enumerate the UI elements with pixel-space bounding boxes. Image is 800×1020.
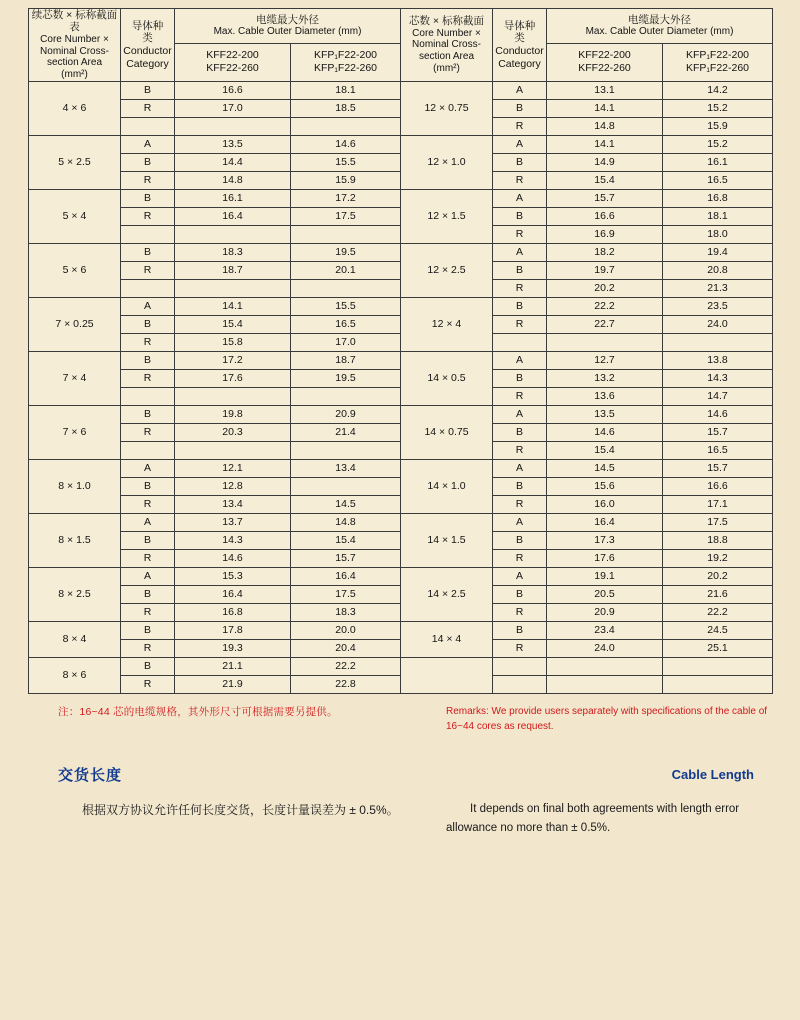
left-kff22-diameter-cell: 17.8 <box>175 621 291 639</box>
left-kff22-diameter-cell: 19.3 <box>175 639 291 657</box>
header-right-group-cn: 电缆最大外径 <box>628 13 691 26</box>
left-kff22-diameter-cell <box>175 225 291 243</box>
header-right-cat-en1: Conductor <box>495 44 544 57</box>
right-size-cell: 12 × 4 <box>401 297 493 351</box>
left-kfp1f22-diameter-cell <box>291 441 401 459</box>
header-left-group-en: Max. Cable Outer Diameter (mm) <box>213 26 362 38</box>
right-kff22-diameter-cell: 17.6 <box>547 549 663 567</box>
right-category-cell: A <box>493 81 547 99</box>
header-right-cat-cn1: 导体种 <box>503 19 536 32</box>
right-category-cell: B <box>493 261 547 279</box>
left-category-cell: R <box>121 333 175 351</box>
header-left-core-en2: Nominal Cross- <box>40 45 109 57</box>
remarks-row <box>28 704 772 738</box>
header-left-conductor-category <box>121 9 175 82</box>
right-kfp1f22-diameter-cell: 25.1 <box>663 639 773 657</box>
left-category-cell: A <box>121 135 175 153</box>
header-row-1 <box>29 9 773 44</box>
right-category-cell: B <box>493 207 547 225</box>
header-left-sub1b: KFF22-260 <box>206 62 259 75</box>
table-header <box>29 9 773 82</box>
right-kff22-diameter-cell: 20.9 <box>547 603 663 621</box>
content-sheet <box>28 8 772 835</box>
left-category-cell: A <box>121 297 175 315</box>
left-category-cell: R <box>121 171 175 189</box>
right-category-cell: R <box>493 387 547 405</box>
header-right-cat-en2: Category <box>498 57 541 70</box>
right-kfp1f22-diameter-cell: 21.6 <box>663 585 773 603</box>
right-category-cell: R <box>493 603 547 621</box>
right-category-cell: R <box>493 495 547 513</box>
left-kff22-diameter-cell: 13.4 <box>175 495 291 513</box>
left-kff22-diameter-cell <box>175 117 291 135</box>
right-kff22-diameter-cell: 22.2 <box>547 297 663 315</box>
right-size-cell: 14 × 4 <box>401 621 493 657</box>
right-category-cell: R <box>493 315 547 333</box>
left-category-cell: B <box>121 243 175 261</box>
right-kfp1f22-diameter-cell: 13.8 <box>663 351 773 369</box>
right-category-cell: A <box>493 135 547 153</box>
right-kfp1f22-diameter-cell: 20.2 <box>663 567 773 585</box>
right-kff22-diameter-cell: 18.2 <box>547 243 663 261</box>
right-size-cell: 12 × 0.75 <box>401 81 493 135</box>
right-category-cell: B <box>493 477 547 495</box>
left-kfp1f22-diameter-cell: 17.5 <box>291 207 401 225</box>
right-kff22-diameter-cell: 13.2 <box>547 369 663 387</box>
right-kff22-diameter-cell: 17.3 <box>547 531 663 549</box>
right-kfp1f22-diameter-cell: 14.7 <box>663 387 773 405</box>
header-left-sub1a: KFF22-200 <box>206 49 259 62</box>
right-kfp1f22-diameter-cell: 18.8 <box>663 531 773 549</box>
header-right-conductor-category <box>493 9 547 82</box>
header-right-cat-cn2: 类 <box>514 32 525 45</box>
right-kfp1f22-diameter-cell: 16.5 <box>663 171 773 189</box>
right-size-cell: 12 × 2.5 <box>401 243 493 297</box>
right-kff22-diameter-cell: 14.9 <box>547 153 663 171</box>
left-category-cell <box>121 279 175 297</box>
left-kfp1f22-diameter-cell: 18.3 <box>291 603 401 621</box>
left-kfp1f22-diameter-cell: 15.9 <box>291 171 401 189</box>
right-kff22-diameter-cell: 14.8 <box>547 117 663 135</box>
left-category-cell: A <box>121 567 175 585</box>
right-kff22-diameter-cell: 23.4 <box>547 621 663 639</box>
left-category-cell: R <box>121 603 175 621</box>
left-category-cell: R <box>121 495 175 513</box>
remarks-en: Remarks: We provide users separately with specifications of the cable of 16~44 cores as request. <box>446 705 768 732</box>
left-category-cell: A <box>121 459 175 477</box>
left-kff22-diameter-cell: 15.4 <box>175 315 291 333</box>
header-left-sub-kfp1f22 <box>291 44 401 82</box>
right-category-cell: R <box>493 171 547 189</box>
section-title-en: Cable Length <box>671 766 754 782</box>
left-kff22-diameter-cell <box>175 279 291 297</box>
left-kfp1f22-diameter-cell <box>291 225 401 243</box>
right-kff22-diameter-cell: 15.4 <box>547 441 663 459</box>
right-kff22-diameter-cell: 22.7 <box>547 315 663 333</box>
left-kff22-diameter-cell: 16.1 <box>175 189 291 207</box>
right-kfp1f22-diameter-cell: 17.1 <box>663 495 773 513</box>
left-kff22-diameter-cell: 14.3 <box>175 531 291 549</box>
table-row <box>29 405 773 423</box>
left-size-cell: 8 × 2.5 <box>29 567 121 621</box>
left-kfp1f22-diameter-cell: 20.1 <box>291 261 401 279</box>
left-kff22-diameter-cell: 14.1 <box>175 297 291 315</box>
right-category-cell <box>493 657 547 675</box>
left-category-cell: B <box>121 477 175 495</box>
right-kfp1f22-diameter-cell: 14.2 <box>663 81 773 99</box>
right-kff22-diameter-cell <box>547 675 663 693</box>
header-right-core-cn: 芯数 × 标称截面 <box>409 15 484 28</box>
left-kff22-diameter-cell: 12.1 <box>175 459 291 477</box>
right-category-cell: B <box>493 153 547 171</box>
right-size-cell: 12 × 1.0 <box>401 135 493 189</box>
table-row <box>29 621 773 639</box>
left-kff22-diameter-cell: 17.2 <box>175 351 291 369</box>
header-left-sub2b: KFP₁F22-260 <box>313 62 378 75</box>
left-kff22-diameter-cell <box>175 441 291 459</box>
right-kfp1f22-diameter-cell: 24.5 <box>663 621 773 639</box>
left-kfp1f22-diameter-cell: 18.5 <box>291 99 401 117</box>
right-category-cell: B <box>493 585 547 603</box>
left-kff22-diameter-cell: 14.4 <box>175 153 291 171</box>
left-kfp1f22-diameter-cell <box>291 387 401 405</box>
right-kfp1f22-diameter-cell: 16.1 <box>663 153 773 171</box>
table-row <box>29 513 773 531</box>
header-left-cat-cn1: 导体种 <box>131 19 164 32</box>
left-size-cell: 7 × 0.25 <box>29 297 121 351</box>
right-kfp1f22-diameter-cell <box>663 675 773 693</box>
left-size-cell: 5 × 6 <box>29 243 121 297</box>
right-category-cell: A <box>493 513 547 531</box>
right-size-cell: 14 × 0.5 <box>401 351 493 405</box>
right-kfp1f22-diameter-cell: 16.8 <box>663 189 773 207</box>
right-category-cell: R <box>493 117 547 135</box>
left-category-cell: B <box>121 153 175 171</box>
cable-diameter-table <box>28 8 773 694</box>
header-left-cat-cn2: 类 <box>142 32 153 45</box>
header-right-core-en3: section Area <box>418 51 475 63</box>
header-right-core-en1: Core Number × <box>412 27 481 39</box>
left-category-cell: R <box>121 261 175 279</box>
right-kfp1f22-diameter-cell: 20.8 <box>663 261 773 279</box>
header-left-core-en1: Core Number × <box>40 33 109 45</box>
left-category-cell: R <box>121 423 175 441</box>
header-right-outer-diameter-group <box>547 9 773 44</box>
left-kff22-diameter-cell: 21.1 <box>175 657 291 675</box>
left-kfp1f22-diameter-cell: 14.8 <box>291 513 401 531</box>
left-kfp1f22-diameter-cell: 14.5 <box>291 495 401 513</box>
left-kff22-diameter-cell: 16.8 <box>175 603 291 621</box>
right-kff22-diameter-cell: 15.7 <box>547 189 663 207</box>
header-left-core-cn2: 表 <box>69 21 80 34</box>
right-kfp1f22-diameter-cell: 15.9 <box>663 117 773 135</box>
table-row <box>29 297 773 315</box>
left-size-cell: 5 × 2.5 <box>29 135 121 189</box>
right-kfp1f22-diameter-cell <box>663 657 773 675</box>
left-kff22-diameter-cell: 15.8 <box>175 333 291 351</box>
left-category-cell: B <box>121 585 175 603</box>
left-kff22-diameter-cell: 18.3 <box>175 243 291 261</box>
header-right-sub-kff22 <box>547 44 663 82</box>
left-category-cell: R <box>121 639 175 657</box>
left-category-cell <box>121 117 175 135</box>
right-kff22-diameter-cell: 20.5 <box>547 585 663 603</box>
header-left-sub-kff22 <box>175 44 291 82</box>
left-kff22-diameter-cell: 17.0 <box>175 99 291 117</box>
left-category-cell: B <box>121 189 175 207</box>
left-kff22-diameter-cell: 16.4 <box>175 585 291 603</box>
left-kfp1f22-diameter-cell: 19.5 <box>291 369 401 387</box>
right-kff22-diameter-cell <box>547 657 663 675</box>
left-kff22-diameter-cell: 20.3 <box>175 423 291 441</box>
left-kfp1f22-diameter-cell: 18.1 <box>291 81 401 99</box>
left-size-cell: 8 × 4 <box>29 621 121 657</box>
right-category-cell: A <box>493 567 547 585</box>
left-category-cell <box>121 441 175 459</box>
header-right-sub1b: KFF22-260 <box>578 62 631 75</box>
table-row <box>29 135 773 153</box>
right-kfp1f22-diameter-cell: 21.3 <box>663 279 773 297</box>
left-kfp1f22-diameter-cell <box>291 279 401 297</box>
right-kff22-diameter-cell: 14.1 <box>547 135 663 153</box>
left-kfp1f22-diameter-cell: 15.4 <box>291 531 401 549</box>
left-kff22-diameter-cell: 16.4 <box>175 207 291 225</box>
right-category-cell: A <box>493 459 547 477</box>
header-right-core-number <box>401 9 493 82</box>
left-kfp1f22-diameter-cell: 20.4 <box>291 639 401 657</box>
left-kfp1f22-diameter-cell: 16.5 <box>291 315 401 333</box>
right-kfp1f22-diameter-cell: 15.2 <box>663 135 773 153</box>
left-kfp1f22-diameter-cell: 17.2 <box>291 189 401 207</box>
header-right-sub1a: KFF22-200 <box>578 49 631 62</box>
right-kff22-diameter-cell: 12.7 <box>547 351 663 369</box>
left-category-cell: B <box>121 351 175 369</box>
right-category-cell: A <box>493 189 547 207</box>
table-row <box>29 567 773 585</box>
left-kff22-diameter-cell: 14.8 <box>175 171 291 189</box>
left-kff22-diameter-cell: 14.6 <box>175 549 291 567</box>
left-kfp1f22-diameter-cell <box>291 477 401 495</box>
left-category-cell <box>121 387 175 405</box>
left-kff22-diameter-cell: 17.6 <box>175 369 291 387</box>
right-kff22-diameter-cell: 15.4 <box>547 171 663 189</box>
left-category-cell: R <box>121 549 175 567</box>
right-kfp1f22-diameter-cell <box>663 333 773 351</box>
right-category-cell: R <box>493 441 547 459</box>
header-left-core-unit: (mm²) <box>61 69 88 81</box>
left-size-cell: 8 × 1.5 <box>29 513 121 567</box>
section-title-cn: 交货长度 <box>58 766 123 784</box>
left-kff22-diameter-cell: 16.6 <box>175 81 291 99</box>
right-kff22-diameter-cell: 14.5 <box>547 459 663 477</box>
left-kfp1f22-diameter-cell: 17.0 <box>291 333 401 351</box>
header-right-sub-kfp1f22 <box>663 44 773 82</box>
left-category-cell: B <box>121 81 175 99</box>
right-size-cell: 14 × 0.75 <box>401 405 493 459</box>
right-category-cell: B <box>493 297 547 315</box>
header-left-core-en3: section Area <box>46 57 103 69</box>
section-body-cn: 根据双方协议允许任何长度交货，长度计量误差为 ± 0.5%。 <box>82 802 399 817</box>
header-right-group-en: Max. Cable Outer Diameter (mm) <box>585 26 734 38</box>
left-kfp1f22-diameter-cell: 20.0 <box>291 621 401 639</box>
right-kfp1f22-diameter-cell: 16.5 <box>663 441 773 459</box>
left-kfp1f22-diameter-cell: 20.9 <box>291 405 401 423</box>
right-kfp1f22-diameter-cell: 23.5 <box>663 297 773 315</box>
right-category-cell: B <box>493 99 547 117</box>
left-category-cell: B <box>121 657 175 675</box>
right-category-cell: R <box>493 549 547 567</box>
right-category-cell: R <box>493 279 547 297</box>
left-kfp1f22-diameter-cell: 14.6 <box>291 135 401 153</box>
right-kff22-diameter-cell: 13.6 <box>547 387 663 405</box>
right-kfp1f22-diameter-cell: 18.1 <box>663 207 773 225</box>
header-right-core-en2: Nominal Cross- <box>412 39 481 51</box>
right-category-cell: R <box>493 639 547 657</box>
left-size-cell: 8 × 1.0 <box>29 459 121 513</box>
right-kfp1f22-diameter-cell: 15.2 <box>663 99 773 117</box>
right-kff22-diameter-cell: 14.6 <box>547 423 663 441</box>
right-size-cell <box>401 657 493 693</box>
left-category-cell: R <box>121 369 175 387</box>
right-category-cell: A <box>493 243 547 261</box>
right-kff22-diameter-cell: 19.7 <box>547 261 663 279</box>
left-kff22-diameter-cell: 19.8 <box>175 405 291 423</box>
left-category-cell: R <box>121 207 175 225</box>
right-category-cell <box>493 675 547 693</box>
right-kfp1f22-diameter-cell: 18.0 <box>663 225 773 243</box>
left-kfp1f22-diameter-cell: 15.7 <box>291 549 401 567</box>
left-kfp1f22-diameter-cell: 17.5 <box>291 585 401 603</box>
header-left-core-number <box>29 9 121 82</box>
left-category-cell <box>121 225 175 243</box>
section-body-en: It depends on final both agreements with length error allowance no more than ± 0.5%. <box>446 802 740 835</box>
left-kfp1f22-diameter-cell: 13.4 <box>291 459 401 477</box>
right-kff22-diameter-cell: 15.6 <box>547 477 663 495</box>
right-kff22-diameter-cell: 16.4 <box>547 513 663 531</box>
right-kfp1f22-diameter-cell: 19.4 <box>663 243 773 261</box>
right-size-cell: 14 × 1.0 <box>401 459 493 513</box>
right-category-cell: A <box>493 405 547 423</box>
left-size-cell: 7 × 4 <box>29 351 121 405</box>
header-left-sub2a: KFP₁F22-200 <box>313 49 378 62</box>
right-category-cell: B <box>493 621 547 639</box>
table-row <box>29 189 773 207</box>
right-category-cell <box>493 333 547 351</box>
header-left-cat-en2: Category <box>126 57 169 70</box>
left-category-cell: B <box>121 405 175 423</box>
left-kff22-diameter-cell: 18.7 <box>175 261 291 279</box>
left-kfp1f22-diameter-cell <box>291 117 401 135</box>
left-category-cell: B <box>121 621 175 639</box>
table-row <box>29 81 773 99</box>
left-category-cell: R <box>121 675 175 693</box>
right-kfp1f22-diameter-cell: 15.7 <box>663 423 773 441</box>
left-size-cell: 5 × 4 <box>29 189 121 243</box>
left-kfp1f22-diameter-cell: 21.4 <box>291 423 401 441</box>
header-left-core-cn: 续芯数 × 标称截面 <box>31 9 118 21</box>
left-category-cell: A <box>121 513 175 531</box>
right-kfp1f22-diameter-cell: 17.5 <box>663 513 773 531</box>
left-kfp1f22-diameter-cell: 19.5 <box>291 243 401 261</box>
left-size-cell: 7 × 6 <box>29 405 121 459</box>
left-kff22-diameter-cell: 15.3 <box>175 567 291 585</box>
header-left-group-cn: 电缆最大外径 <box>256 13 319 26</box>
right-kfp1f22-diameter-cell: 24.0 <box>663 315 773 333</box>
right-kfp1f22-diameter-cell: 16.6 <box>663 477 773 495</box>
left-category-cell: R <box>121 99 175 117</box>
right-category-cell: B <box>493 423 547 441</box>
right-kff22-diameter-cell: 14.1 <box>547 99 663 117</box>
right-kff22-diameter-cell <box>547 333 663 351</box>
header-right-core-unit: (mm²) <box>433 62 460 74</box>
right-kfp1f22-diameter-cell: 15.7 <box>663 459 773 477</box>
right-size-cell: 14 × 2.5 <box>401 567 493 621</box>
right-kff22-diameter-cell: 19.1 <box>547 567 663 585</box>
left-kff22-diameter-cell: 12.8 <box>175 477 291 495</box>
table-row <box>29 243 773 261</box>
right-kff22-diameter-cell: 13.1 <box>547 81 663 99</box>
left-kfp1f22-diameter-cell: 16.4 <box>291 567 401 585</box>
right-size-cell: 14 × 1.5 <box>401 513 493 567</box>
right-kfp1f22-diameter-cell: 22.2 <box>663 603 773 621</box>
left-category-cell: B <box>121 315 175 333</box>
right-kff22-diameter-cell: 16.0 <box>547 495 663 513</box>
header-left-outer-diameter-group <box>175 9 401 44</box>
left-kff22-diameter-cell <box>175 387 291 405</box>
right-category-cell: B <box>493 369 547 387</box>
table-row <box>29 657 773 675</box>
left-kff22-diameter-cell: 13.5 <box>175 135 291 153</box>
header-right-sub2b: KFP₁F22-260 <box>685 62 750 75</box>
right-category-cell: A <box>493 351 547 369</box>
right-kff22-diameter-cell: 20.2 <box>547 279 663 297</box>
left-kfp1f22-diameter-cell: 15.5 <box>291 153 401 171</box>
left-size-cell: 8 × 6 <box>29 657 121 693</box>
right-category-cell: B <box>493 531 547 549</box>
left-kff22-diameter-cell: 21.9 <box>175 675 291 693</box>
left-kff22-diameter-cell: 13.7 <box>175 513 291 531</box>
right-size-cell: 12 × 1.5 <box>401 189 493 243</box>
right-category-cell: R <box>493 225 547 243</box>
left-kfp1f22-diameter-cell: 22.8 <box>291 675 401 693</box>
right-kfp1f22-diameter-cell: 14.6 <box>663 405 773 423</box>
right-kff22-diameter-cell: 24.0 <box>547 639 663 657</box>
table-row <box>29 351 773 369</box>
remarks-cn: 注：16~44 芯的电缆规格，其外形尺寸可根据需要另提供。 <box>58 705 338 718</box>
left-size-cell: 4 × 6 <box>29 81 121 135</box>
right-kff22-diameter-cell: 16.9 <box>547 225 663 243</box>
section-heading <box>28 764 772 794</box>
table-body <box>29 81 773 693</box>
header-right-sub2a: KFP₁F22-200 <box>685 49 750 62</box>
left-kfp1f22-diameter-cell: 15.5 <box>291 297 401 315</box>
right-kfp1f22-diameter-cell: 14.3 <box>663 369 773 387</box>
right-kff22-diameter-cell: 13.5 <box>547 405 663 423</box>
right-kfp1f22-diameter-cell: 19.2 <box>663 549 773 567</box>
left-kfp1f22-diameter-cell: 22.2 <box>291 657 401 675</box>
header-left-cat-en1: Conductor <box>123 44 172 57</box>
right-kff22-diameter-cell: 16.6 <box>547 207 663 225</box>
table-row <box>29 459 773 477</box>
left-category-cell: B <box>121 531 175 549</box>
left-kfp1f22-diameter-cell: 18.7 <box>291 351 401 369</box>
